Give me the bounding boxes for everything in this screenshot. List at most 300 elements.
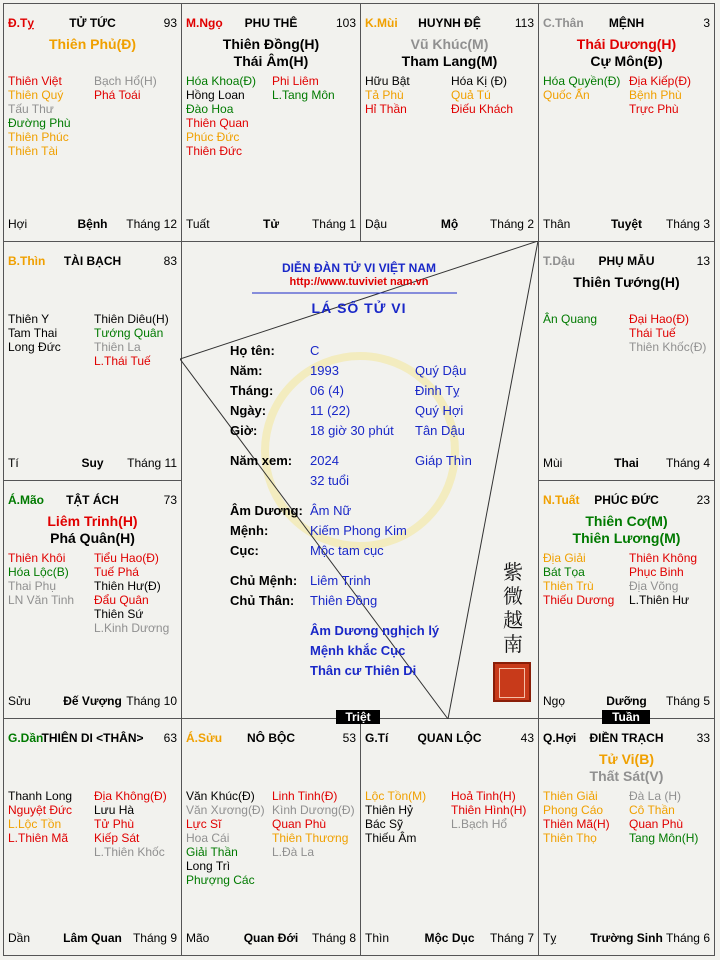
minor-star: Bệnh Phù — [629, 88, 682, 102]
footer-branch: Dần — [8, 931, 31, 945]
palace-footer — [8, 456, 177, 470]
footer-branch: Tí — [8, 456, 19, 470]
info-row — [230, 401, 520, 421]
minor-star: Hỉ Thần — [365, 102, 407, 116]
palace-name: TẬT ÁCH — [66, 493, 119, 507]
info-row — [230, 341, 520, 361]
palace-cell-dan — [3, 718, 182, 956]
footer-branch: Ngọ — [543, 694, 566, 708]
minor-star: Đường Phù — [8, 116, 71, 130]
forum-url[interactable]: http://www.tuviviet nam.vn — [289, 276, 429, 288]
main-stars — [539, 274, 714, 291]
palace-name: PHÚC ĐỨC — [594, 493, 659, 507]
footer-stage: Dưỡng — [606, 694, 647, 708]
footer-stage: Bệnh — [77, 217, 108, 231]
minor-star: Quả Tú — [451, 88, 491, 102]
minor-star: Thiên Đức — [186, 144, 243, 158]
info-value: 32 tuổi — [310, 473, 350, 488]
minor-star: Địa Giải — [543, 551, 586, 565]
minor-star: Quan Phù — [272, 817, 327, 831]
footer-month: Tháng 5 — [665, 694, 710, 708]
info-value: C — [310, 343, 320, 358]
minor-star: Hóa Quyền(Đ) — [543, 74, 621, 88]
palace-cell-ngo — [181, 3, 361, 242]
minor-stars-right — [629, 312, 706, 354]
info-value-can-chi: Quý Hợi — [415, 403, 464, 418]
minor-star: Văn Khúc(Đ) — [186, 789, 255, 803]
minor-star: Nguyệt Đức — [8, 803, 73, 817]
minor-star: Tang Môn(H) — [629, 831, 699, 845]
minor-star: Tam Thai — [8, 326, 58, 340]
info-value-can-chi: Tân Dậu — [415, 423, 465, 438]
minor-stars-left — [365, 789, 426, 845]
palace-cell-ty — [3, 3, 182, 242]
minor-stars-left — [8, 551, 74, 607]
branch-label: Đ.Tỵ — [8, 16, 35, 30]
minor-star: Thiên Khốc(Đ) — [629, 340, 707, 354]
info-key: Năm xem: — [230, 453, 293, 468]
minor-star: Bác Sỹ — [365, 817, 404, 831]
minor-stars-right — [94, 312, 169, 368]
minor-star: Cô Thần — [629, 803, 675, 817]
seal-area — [493, 560, 533, 702]
branch-label: Q.Hợi — [543, 731, 577, 745]
branch-label: G.Dần — [8, 731, 44, 745]
minor-star: Thiên Thọ — [543, 831, 597, 845]
palace-footer — [543, 217, 710, 231]
note-line: Âm Dương nghịch lý — [310, 623, 440, 638]
palace-footer — [8, 931, 177, 945]
info-value: Mộc tam cục — [310, 543, 384, 558]
minor-star: LN Văn Tinh — [8, 593, 75, 607]
minor-star: Hóa Khoa(Đ) — [186, 74, 257, 88]
minor-star: Thiên Sứ — [94, 607, 144, 621]
palace-cell-hoi — [538, 718, 715, 956]
minor-star: Thiên Y — [8, 312, 50, 326]
palace-name: PHỤ MẪU — [598, 254, 655, 268]
minor-star: Ân Quang — [543, 312, 598, 326]
palace-header — [8, 731, 177, 747]
palace-name: HUYNH ĐỆ — [418, 16, 481, 30]
footer-stage: Đế Vượng — [63, 694, 122, 708]
palace-header — [365, 731, 534, 747]
footer-stage: Suy — [81, 456, 104, 470]
minor-star: Thai Phụ — [8, 579, 57, 593]
palace-name: QUAN LỘC — [417, 731, 482, 745]
info-row — [230, 571, 520, 591]
footer-stage: Tuyệt — [610, 217, 643, 231]
red-seal-stamp — [493, 662, 531, 702]
palace-name: TỬ TỨC — [69, 16, 116, 30]
minor-stars-left — [8, 74, 71, 158]
palace-footer — [543, 931, 710, 945]
age-number: 93 — [163, 16, 177, 30]
minor-star: Thiếu Dương — [543, 593, 615, 607]
minor-star: Thiên La — [94, 340, 141, 354]
palace-cell-mui — [360, 3, 539, 242]
minor-star: Phá Toái — [94, 88, 141, 102]
palace-name: TÀI BẠCH — [63, 254, 122, 268]
main-star: Vũ Khúc(M) — [410, 36, 489, 52]
palace-footer — [8, 694, 177, 708]
info-key: Mệnh: — [230, 523, 269, 538]
minor-star: Thái Tuế — [629, 326, 676, 340]
footer-branch: Tỵ — [543, 931, 557, 945]
palace-footer — [543, 694, 710, 708]
branch-label: T.Dậu — [543, 254, 576, 268]
footer-month: Tháng 4 — [665, 456, 710, 470]
info-value: Thiên Đồng — [310, 593, 378, 608]
minor-star: Thiên Diêu(H) — [94, 312, 169, 326]
minor-star: Giải Thần — [186, 845, 238, 859]
minor-stars-left — [8, 312, 61, 354]
main-star: Thái Dương(H) — [576, 36, 677, 52]
palace-header — [365, 16, 534, 32]
info-value: 11 (22) — [310, 403, 351, 418]
minor-star: Văn Xương(Đ) — [186, 803, 265, 817]
minor-star: Thiên Trù — [543, 579, 594, 593]
minor-star: Thiên Thương — [272, 831, 349, 845]
palace-footer — [186, 217, 356, 231]
minor-star: Lộc Tồn(M) — [365, 789, 427, 803]
minor-stars-left — [186, 74, 256, 158]
main-star: Thiên Tướng(H) — [573, 274, 680, 290]
palace-footer — [186, 931, 356, 945]
minor-star: Bạch Hổ(H) — [94, 74, 157, 88]
minor-star: Kình Dương(Đ) — [272, 803, 355, 817]
info-row — [230, 381, 520, 401]
minor-stars-right — [94, 551, 169, 635]
palace-header — [543, 254, 710, 270]
footer-stage: Thai — [614, 456, 639, 470]
palace-header — [543, 493, 710, 509]
palace-name: THIÊN DI <THÂN> — [41, 731, 144, 745]
minor-star: Hóa Lộc(B) — [8, 565, 69, 579]
minor-stars-left — [8, 789, 72, 845]
footer-branch: Mão — [186, 931, 210, 945]
main-star: Phá Quân(H) — [50, 530, 135, 546]
minor-star: Thiên Khôi — [8, 551, 66, 565]
minor-star: L.Tang Môn — [272, 88, 335, 102]
minor-star: Đẩu Quân — [94, 593, 149, 607]
minor-star: Quốc Ấn — [543, 88, 590, 102]
palace-footer — [365, 217, 534, 231]
minor-stars-right — [451, 74, 513, 116]
palace-footer — [365, 931, 534, 945]
minor-star: L.Thiên Khốc — [94, 845, 165, 859]
info-key: Tháng: — [230, 383, 274, 398]
age-number: 23 — [696, 493, 710, 507]
info-key: Họ tên: — [230, 343, 275, 358]
note-line: Thân cư Thiên Di — [310, 663, 417, 678]
info-value: Âm Nữ — [310, 503, 352, 518]
minor-star: Thiên Tài — [8, 144, 58, 158]
main-stars — [4, 36, 181, 53]
info-value: 2024 — [310, 453, 339, 468]
center-info-panel — [180, 241, 538, 719]
minor-star: Hóa Kị (Đ) — [451, 74, 508, 88]
minor-stars-left — [186, 789, 265, 887]
info-value: 06 (4) — [310, 383, 344, 398]
vertical-signature — [493, 560, 533, 656]
info-row — [230, 361, 520, 381]
minor-star: Phúc Đức — [186, 130, 240, 144]
footer-month: Tháng 11 — [127, 456, 177, 470]
minor-star: Đào Hoa — [186, 102, 234, 116]
footer-month: Tháng 3 — [665, 217, 710, 231]
info-row — [230, 451, 520, 471]
minor-star: Địa Kiếp(Đ) — [629, 74, 692, 88]
triet-ribbon: Triệt — [336, 710, 380, 724]
age-number: 53 — [342, 731, 356, 745]
minor-star: L.Bạch Hổ — [451, 817, 508, 831]
minor-star: Thiên Quý — [8, 88, 64, 102]
signature-char: 越 — [503, 608, 523, 632]
info-row — [230, 421, 520, 441]
palace-header — [8, 16, 177, 32]
minor-stars-right — [94, 74, 157, 102]
main-star: Liêm Trinh(H) — [47, 513, 138, 529]
minor-star: L.Thiên Mã — [8, 831, 69, 845]
minor-star: Quan Phù — [629, 817, 684, 831]
footer-stage: Lâm Quan — [63, 931, 122, 945]
minor-star: Long Trì — [186, 859, 231, 873]
footer-branch: Mùi — [543, 456, 563, 470]
minor-star: Thiên Giải — [543, 789, 598, 803]
main-star: Cự Môn(Đ) — [590, 53, 663, 69]
minor-star: Thiên Hư(Đ) — [94, 579, 161, 593]
minor-stars-left — [543, 551, 614, 607]
footer-branch: Thân — [543, 217, 571, 231]
branch-label: M.Ngọ — [186, 16, 223, 30]
minor-star: Phong Cáo — [543, 803, 604, 817]
palace-name: PHU THÊ — [244, 16, 298, 30]
footer-branch: Thìn — [365, 931, 390, 945]
palace-header — [8, 254, 177, 270]
minor-star: L.Kinh Dương — [94, 621, 170, 635]
minor-star: Thiên Mã(H) — [543, 817, 610, 831]
minor-star: L.Thiên Hư — [629, 593, 690, 607]
palace-cell-mao — [3, 480, 182, 719]
note-line: Mệnh khắc Cục — [310, 643, 406, 658]
signature-char: 南 — [503, 632, 523, 656]
minor-star: Điếu Khách — [451, 102, 514, 116]
minor-stars-right — [629, 551, 697, 607]
minor-stars-right — [272, 789, 355, 859]
minor-star: Đà La (H) — [629, 789, 682, 803]
palace-header — [186, 731, 356, 747]
info-value-can-chi: Quý Dậu — [415, 363, 467, 378]
minor-stars-right — [629, 789, 698, 845]
palace-cell-dau — [538, 241, 715, 481]
age-number: 33 — [696, 731, 710, 745]
minor-stars-left — [543, 789, 610, 845]
palace-cell-tuat — [538, 480, 715, 719]
minor-star: L.Thái Tuế — [94, 354, 151, 368]
footer-month: Tháng 8 — [311, 931, 356, 945]
main-stars — [539, 36, 714, 70]
branch-label: K.Mùi — [365, 16, 398, 30]
minor-stars-right — [272, 74, 335, 102]
age-number: 13 — [696, 254, 710, 268]
main-star: Tử Vi(B) — [599, 751, 654, 767]
branch-label: Á.Sửu — [186, 731, 223, 745]
palace-cell-suu — [181, 718, 361, 956]
main-star: Thiên Lương(M) — [572, 530, 681, 546]
age-number: 63 — [163, 731, 177, 745]
palace-header — [543, 731, 710, 747]
info-row — [230, 501, 520, 521]
palace-footer — [8, 217, 177, 231]
minor-star: Hoa Cái — [186, 831, 230, 845]
minor-star: Lưu Hà — [94, 803, 135, 817]
main-star: Thiên Cơ(M) — [585, 513, 668, 529]
main-star: Tham Lang(M) — [401, 53, 498, 69]
minor-star: Thiếu Âm — [365, 831, 417, 845]
palace-cell-than — [538, 3, 715, 242]
minor-star: Kiếp Sát — [94, 831, 140, 845]
footer-stage: Quan Đới — [243, 931, 299, 945]
footer-month: Tháng 7 — [489, 931, 534, 945]
branch-label: B.Thìn — [8, 254, 46, 268]
minor-star: Lực Sĩ — [186, 817, 222, 831]
minor-star: L.Đà La — [272, 845, 315, 859]
info-row — [230, 521, 520, 541]
age-number: 43 — [520, 731, 534, 745]
age-number: 83 — [163, 254, 177, 268]
signature-char: 紫 — [503, 560, 523, 584]
minor-star: Hoả Tinh(H) — [451, 789, 516, 803]
footer-stage: Tử — [262, 217, 280, 231]
main-star: Thiên Phủ(Đ) — [48, 36, 137, 52]
palace-cell-thin — [3, 241, 182, 481]
minor-star: Thiên Hình(H) — [451, 803, 527, 817]
palace-name: ĐIỀN TRẠCH — [589, 731, 664, 745]
minor-star: Đại Hao(Đ) — [629, 312, 690, 326]
palace-footer — [543, 456, 710, 470]
info-key: Chủ Thân: — [230, 593, 295, 608]
minor-stars-right — [94, 789, 167, 859]
minor-star: Linh Tinh(Đ) — [272, 789, 338, 803]
branch-label: N.Tuất — [543, 493, 580, 507]
info-value: Liêm Trinh — [310, 573, 371, 588]
info-key: Âm Dương: — [230, 503, 303, 518]
footer-branch: Hợi — [8, 217, 28, 231]
main-star: Thiên Đồng(H) — [222, 36, 320, 52]
footer-stage: Mộc Dục — [424, 931, 475, 945]
footer-month: Tháng 12 — [126, 217, 177, 231]
branch-label: C.Thân — [543, 16, 584, 30]
minor-star: Thiên Hỷ — [365, 803, 414, 817]
minor-star: Tuế Phá — [94, 565, 139, 579]
age-number: 113 — [514, 16, 534, 30]
footer-month: Tháng 1 — [311, 217, 356, 231]
info-key: Năm: — [230, 363, 263, 378]
footer-branch: Tuất — [186, 217, 210, 231]
age-number: 3 — [703, 16, 710, 30]
main-stars — [182, 36, 360, 70]
minor-star: Trực Phù — [629, 102, 679, 116]
minor-star: Tử Phù — [94, 817, 135, 831]
signature-char: 微 — [503, 584, 523, 608]
footer-month: Tháng 9 — [132, 931, 177, 945]
main-star: Thái Âm(H) — [233, 53, 309, 69]
palace-header — [543, 16, 710, 32]
info-key: Giờ: — [230, 423, 258, 438]
info-value: 18 giờ 30 phút — [310, 423, 394, 438]
info-key: Chủ Mệnh: — [230, 573, 298, 588]
footer-stage: Trường Sinh — [590, 931, 663, 945]
minor-star: Tấu Thư — [8, 102, 54, 116]
minor-stars-left — [543, 74, 620, 102]
minor-star: Địa Võng — [629, 579, 679, 593]
palace-header — [8, 493, 177, 509]
info-key: Cục: — [230, 543, 259, 558]
info-row — [230, 541, 520, 561]
footer-branch: Sửu — [8, 694, 31, 708]
info-row — [230, 591, 520, 611]
minor-star: Tướng Quân — [94, 326, 164, 340]
minor-star: L.Lộc Tồn — [8, 817, 62, 831]
minor-stars-right — [629, 74, 691, 116]
main-stars — [361, 36, 538, 70]
minor-star: Thanh Long — [8, 789, 73, 803]
palace-header — [186, 16, 356, 32]
footer-month: Tháng 10 — [126, 694, 177, 708]
main-stars — [4, 513, 181, 547]
footer-month: Tháng 6 — [665, 931, 710, 945]
palace-name: NÔ BỘC — [247, 731, 295, 745]
main-stars — [539, 513, 714, 547]
minor-stars-left — [543, 312, 597, 326]
footer-stage: Mộ — [440, 217, 459, 231]
minor-star: Phượng Các — [186, 873, 255, 887]
minor-star: Thiên Không — [629, 551, 698, 565]
minor-star: Tiểu Hao(Đ) — [94, 551, 159, 565]
info-value-can-chi: Đinh Tỵ — [415, 383, 460, 398]
minor-stars-left — [365, 74, 410, 116]
branch-label: G.Tí — [365, 731, 389, 745]
minor-star: Phi Liêm — [272, 74, 319, 88]
minor-star: Hữu Bật — [365, 74, 410, 88]
minor-stars-right — [451, 789, 526, 831]
info-value: 1993 — [310, 363, 339, 378]
age-number: 103 — [335, 16, 356, 30]
minor-star: Hồng Loan — [186, 88, 245, 102]
minor-star: Thiên Phúc — [8, 130, 69, 144]
footer-month: Tháng 2 — [489, 217, 534, 231]
palace-cell-ti — [360, 718, 539, 956]
minor-star: Thiên Quan — [186, 116, 249, 130]
minor-star: Tả Phù — [365, 88, 404, 102]
palace-name: MỆNH — [608, 16, 645, 30]
forum-name: DIỄN ĐÀN TỬ VI VIỆT NAM — [282, 261, 436, 275]
minor-star: Thiên Việt — [8, 74, 62, 88]
minor-star: Địa Không(Đ) — [94, 789, 167, 803]
minor-star: Long Đức — [8, 340, 61, 354]
tuan-ribbon: Tuần — [602, 710, 650, 724]
main-star: Thất Sát(V) — [589, 768, 664, 784]
minor-star: Phục Binh — [629, 565, 684, 579]
info-value-can-chi: Giáp Thìn — [415, 453, 472, 468]
info-key: Ngày: — [230, 403, 267, 418]
age-number: 73 — [163, 493, 177, 507]
info-value: Kiếm Phong Kim — [310, 523, 407, 538]
footer-branch: Dậu — [365, 217, 388, 231]
branch-label: Á.Mão — [8, 493, 44, 507]
main-stars — [539, 751, 714, 785]
minor-star: Bát Tọa — [543, 565, 585, 579]
